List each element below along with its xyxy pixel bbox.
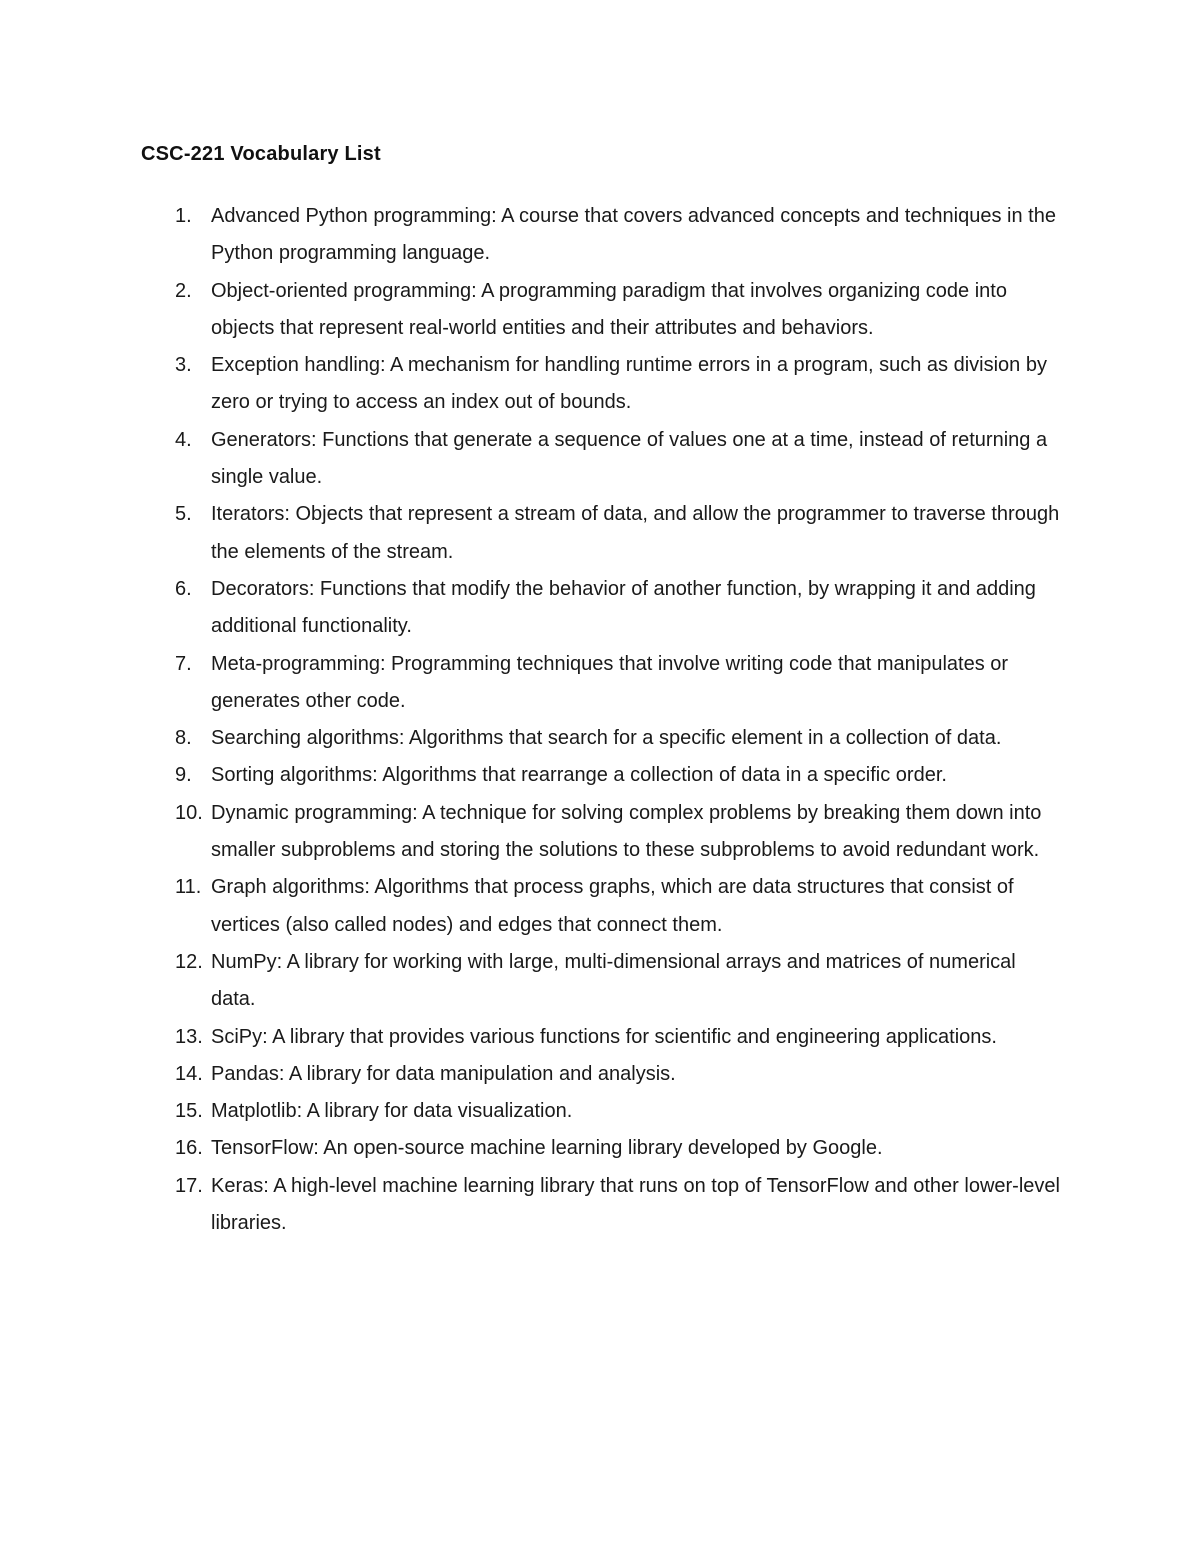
list-item-number: 10. (175, 801, 203, 824)
list-item (141, 273, 1061, 348)
list-item-number: 16. (175, 1137, 203, 1160)
list-item-text: NumPy: A library for working with large, multi-dimensional arrays and matrices of numerical data. (211, 950, 1016, 1011)
list-item-number: 5. (175, 503, 192, 526)
list-item-text: SciPy: A library that provides various functions for scientific and engineering applications. (211, 1025, 997, 1048)
list-item-number: 4. (175, 428, 192, 451)
list-item-number: 2. (175, 279, 192, 302)
list-item-number: 17. (175, 1174, 203, 1197)
list-item-number: 3. (175, 354, 192, 377)
list-item-number: 15. (175, 1100, 203, 1123)
list-item (141, 496, 1061, 571)
list-item-text: Pandas: A library for data manipulation and analysis. (211, 1062, 676, 1085)
list-item-number: 9. (175, 764, 192, 787)
list-item (141, 869, 1061, 944)
vocabulary-list (141, 198, 1061, 1242)
list-item-number: 12. (175, 950, 203, 973)
list-item (141, 795, 1061, 870)
list-item (141, 347, 1061, 422)
list-item (141, 646, 1061, 721)
list-item-number: 1. (175, 205, 192, 227)
list-item-text: Iterators: Objects that represent a stream of data, and allow the programmer to traverse through the elements of the stream. (211, 503, 1060, 563)
list-item (141, 1093, 1061, 1130)
list-item-number: 7. (175, 652, 192, 675)
list-item-text: Generators: Functions that generate a sequence of values one at a time, instead of returning a single value. (211, 428, 1048, 489)
list-item-number: 13. (175, 1025, 203, 1048)
list-item-text: Searching algorithms: Algorithms that search for a specific element in a collection of data. (211, 727, 1002, 750)
list-item-text: Advanced Python programming: A course that covers advanced concepts and techniques in the Python programming language. (211, 205, 1056, 265)
list-item-number: 6. (175, 577, 192, 600)
document-title: CSC-221 Vocabulary List (141, 143, 381, 165)
list-item-number: 8. (175, 727, 192, 750)
list-item-number: 11. (175, 876, 202, 899)
list-item-number: 14. (175, 1062, 203, 1085)
list-item (141, 1168, 1061, 1243)
list-item (141, 198, 1061, 273)
list-item (141, 422, 1061, 497)
list-item-text: Decorators: Functions that modify the behavior of another function, by wrapping it and adding additional functionality. (211, 577, 1036, 638)
list-item-text: TensorFlow: An open-source machine learning library developed by Google. (211, 1137, 883, 1160)
list-item-text: Matplotlib: A library for data visualization. (211, 1100, 573, 1123)
list-item-text: Dynamic programming: A technique for solving complex problems by breaking them down into smaller subproblems and storing the solutions to these subproblems to avoid redundant work. (211, 801, 1042, 862)
list-item (141, 757, 1061, 794)
list-item-text: Keras: A high-level machine learning library that runs on top of TensorFlow and other lower-level libraries. (211, 1174, 1060, 1235)
list-item (141, 1056, 1061, 1093)
list-item-text: Object-oriented programming: A programming paradigm that involves organizing code into objects that represent real-world entities and their attributes and behaviors. (211, 279, 1007, 339)
list-item (141, 1019, 1061, 1056)
list-item (141, 1130, 1061, 1167)
list-item-text: Sorting algorithms: Algorithms that rearrange a collection of data in a specific order. (211, 764, 947, 787)
list-item-text: Meta-programming: Programming techniques that involve writing code that manipulates or generates other code. (211, 652, 1009, 712)
list-item-text: Exception handling: A mechanism for handling runtime errors in a program, such as division by zero or trying to access an index out of bounds. (211, 354, 1047, 414)
list-item (141, 571, 1061, 646)
list-item (141, 720, 1061, 757)
list-item-text: Graph algorithms: Algorithms that process graphs, which are data structures that consist of vertices (also called nodes) and edges that connect them. (211, 876, 1014, 936)
list-item (141, 944, 1061, 1019)
